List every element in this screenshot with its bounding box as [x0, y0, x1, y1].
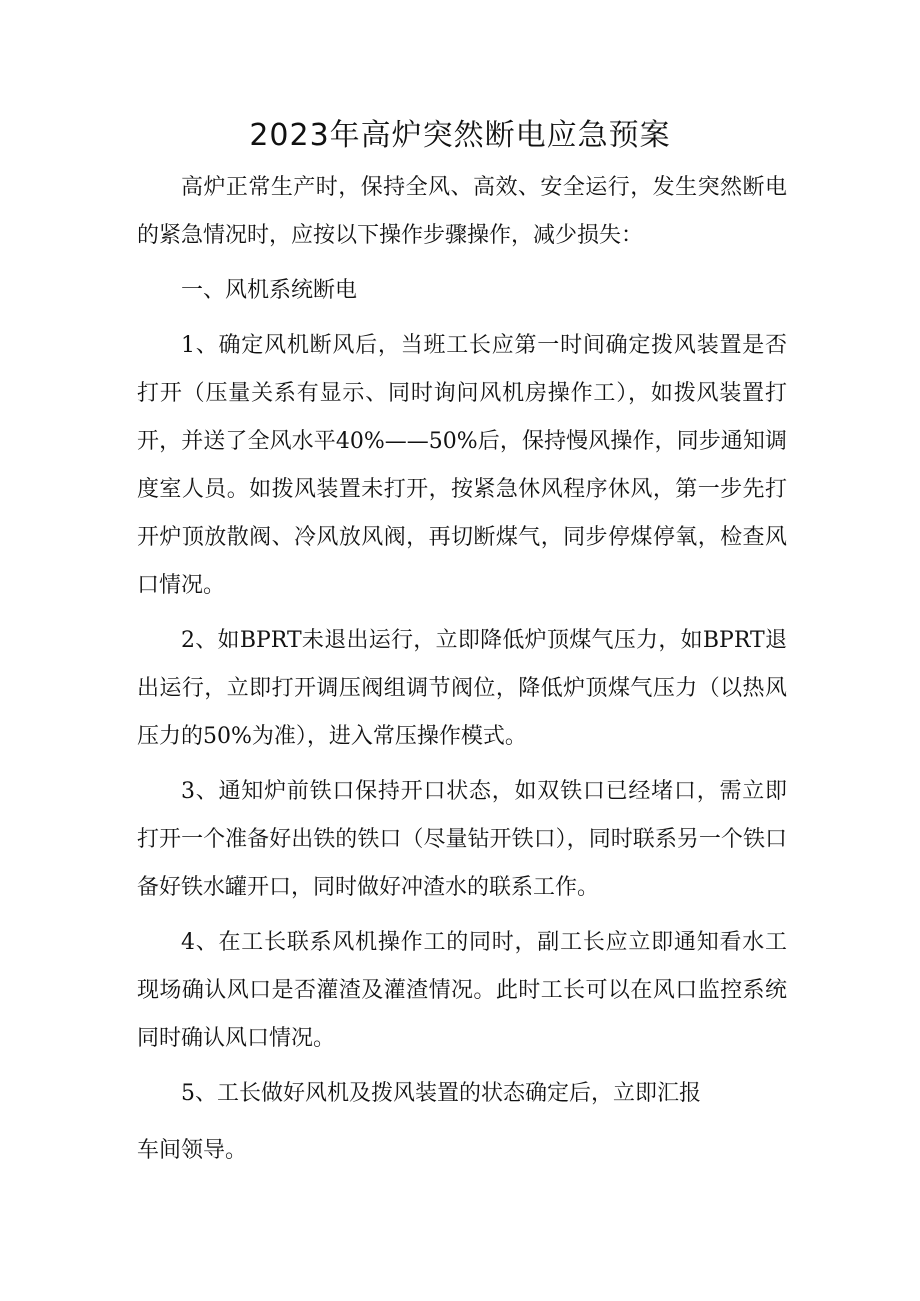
intro-paragraph: 高炉正常生产时，保持全风、高效、安全运行，发生突然断电的紧急情况时，应按以下操作步骤操作，减少损失： [137, 175, 787, 248]
step-4-paragraph: 4、在工长联系风机操作工的同时，副工长应立即通知看水工现场确认风口是否灌渣及灌渣情况。此时工长可以在风口监控系统同时确认风口情况。 [137, 930, 787, 1051]
step-3-paragraph: 3、通知炉前铁口保持开口状态，如双铁口已经堵口，需立即打开一个准备好出铁的铁口（尽量钻开铁口），同时联系另一个铁口备好铁水罐开口，同时做好冲渣水的联系工作。 [137, 779, 787, 900]
document-title: 2023年高炉突然断电应急预案 [249, 118, 671, 153]
document-body [137, 164, 787, 1182]
step-5-continuation: 车间领导。 [137, 1138, 248, 1163]
step-2-paragraph: 2、如BPRT未退出运行，立即降低炉顶煤气压力，如BPRT退出运行，立即打开调压阀组调节阀位，降低炉顶煤气压力（以热风压力的50%为准），进入常压操作模式。 [137, 628, 787, 749]
step-5-paragraph: 5、工长做好风机及拨风装置的状态确定后，立即汇报 [181, 1081, 701, 1106]
section-heading: 一、风机系统断电 [181, 278, 358, 303]
step-1-paragraph: 1、确定风机断风后，当班工长应第一时间确定拨风装置是否打开（压量关系有显示、同时询问风机房操作工），如拨风装置打开，并送了全风水平40%——50%后，保持慢风操作，同步通知调度室人员。如拨风装置未打开，按紧急休风程序休风，第一步先打开炉顶放散阀、冷风放风阀，再切断煤气，同步停煤停氧，检查风口情况。 [137, 333, 787, 598]
